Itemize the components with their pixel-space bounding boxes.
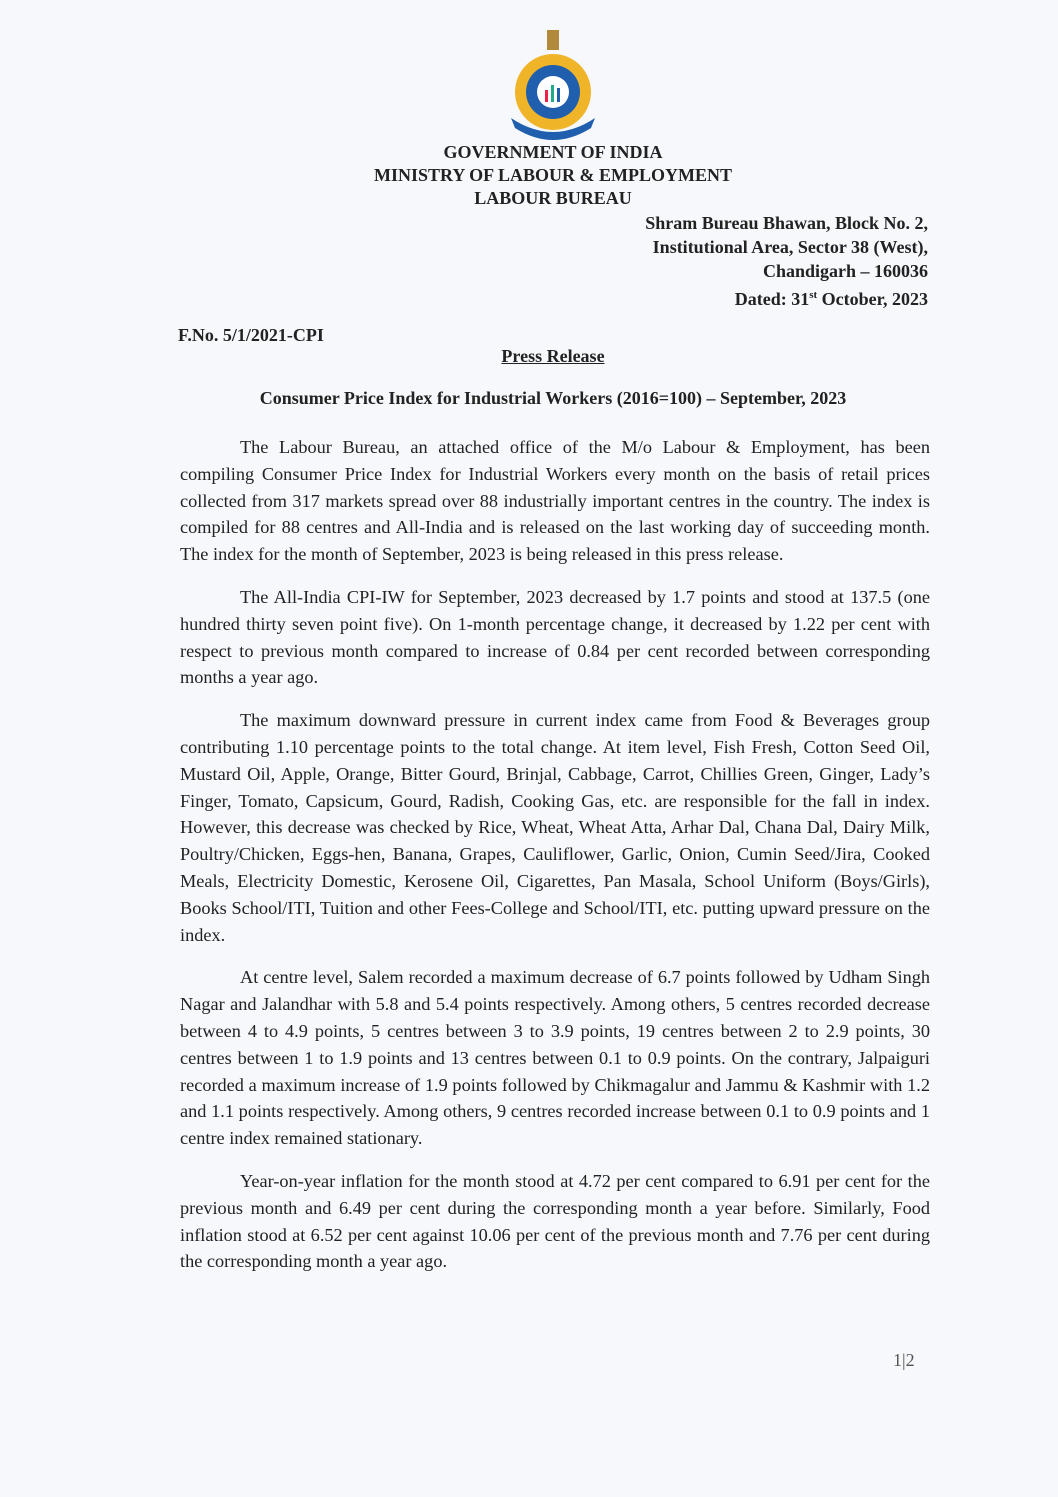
body-text	[180, 434, 930, 1291]
address-block	[645, 211, 928, 311]
paragraph: The Labour Bureau, an attached office of the M/o Labour & Employment, has been compiling Consumer Price Index for Industrial Workers every month on the basis of retail prices collected from 317 markets spread over 88 industrially important centres in the country. The index is compiled for 88 centres and All-India and is released on the last working day of succeeding month. The index for the month of September, 2023 is being released in this press release.	[180, 437, 930, 565]
date-line	[645, 283, 928, 311]
ministry-name: MINISTRY OF LABOUR & EMPLOYMENT	[373, 165, 733, 185]
date-suffix: October, 2023	[817, 289, 928, 309]
address-line: Shram Bureau Bhawan, Block No. 2,	[645, 213, 928, 233]
govt-of-india: GOVERNMENT OF INDIA	[443, 142, 663, 162]
paragraph: At centre level, Salem recorded a maximum decrease of 6.7 points followed by Udham Singh Nagar and Jalandhar with 5.8 and 5.4 points respectively. Among others, 5 centres recorded decrease between 4 to 4.9 points, 5 centres between 3 to 3.9 points, 19 centres between 2 to 2.9 points, 30 centres between 1 to 1.9 points and 13 centres between 0.1 to 0.9 points. On the contrary, Jalpaiguri recorded a maximum increase of 1.9 points followed by Chikmagalur and Jammu & Kashmir with 1.2 and 1.1 points respectively. Among others, 9 centres recorded increase between 0.1 to 0.9 points and 1 centre index remained stationary.	[180, 967, 930, 1149]
press-release-heading: Press Release	[501, 346, 605, 366]
paragraph: Year-on-year inflation for the month stood at 4.72 per cent compared to 6.91 per cent for the previous month and 6.49 per cent during the corresponding month a year before. Similarly, Food inflation stood at 6.52 per cent against 10.06 per cent of the previous month and 7.76 per cent during the corresponding month a year ago.	[180, 1170, 930, 1272]
address-line: Chandigarh – 160036	[762, 261, 928, 281]
page-number: 1|2	[893, 1350, 915, 1370]
date-prefix: Dated: 31	[734, 289, 810, 309]
paragraph: The All-India CPI-IW for September, 2023 decreased by 1.7 points and stood at 137.5 (one hundred thirty seven point five). On 1-month percentage change, it decreased by 1.22 per cent with respect to previous month compared to increase of 0.84 per cent recorded between corresponding months a year ago.	[180, 586, 930, 688]
labour-bureau-logo	[505, 28, 601, 140]
paragraph: The maximum downward pressure in current index came from Food & Beverages group contributing 1.10 percentage points to the total change. At item level, Fish Fresh, Cotton Seed Oil, Mustard Oil, Apple, Orange, Bitter Gourd, Brinjal, Cabbage, Carrot, Chillies Green, Ginger, Lady’s Finger, Tomato, Capsicum, Gourd, Radish, Cooking Gas, etc. are responsible for the fall in index. However, this decrease was checked by Rice, Wheat, Wheat Atta, Arhar Dal, Chana Dal, Dairy Milk, Poultry/Chicken, Eggs-hen, Banana, Grapes, Cauliflower, Garlic, Onion, Cumin Seed/Jira, Cooked Meals, Electricity Domestic, Kerosene Oil, Cigarettes, Pan Masala, School Uniform (Boys/Girls), Books School/ITI, Tuition and other Fees-College and School/ITI, etc. putting upward pressure on the index.	[180, 710, 930, 945]
address-line: Institutional Area, Sector 38 (West),	[652, 237, 928, 257]
file-number: F.No. 5/1/2021-CPI	[178, 325, 324, 345]
bureau-name: LABOUR BUREAU	[474, 188, 632, 208]
letterhead	[0, 141, 1058, 210]
document-title: Consumer Price Index for Industrial Workers (2016=100) – September, 2023	[259, 388, 847, 408]
date-sup: st	[809, 289, 818, 301]
